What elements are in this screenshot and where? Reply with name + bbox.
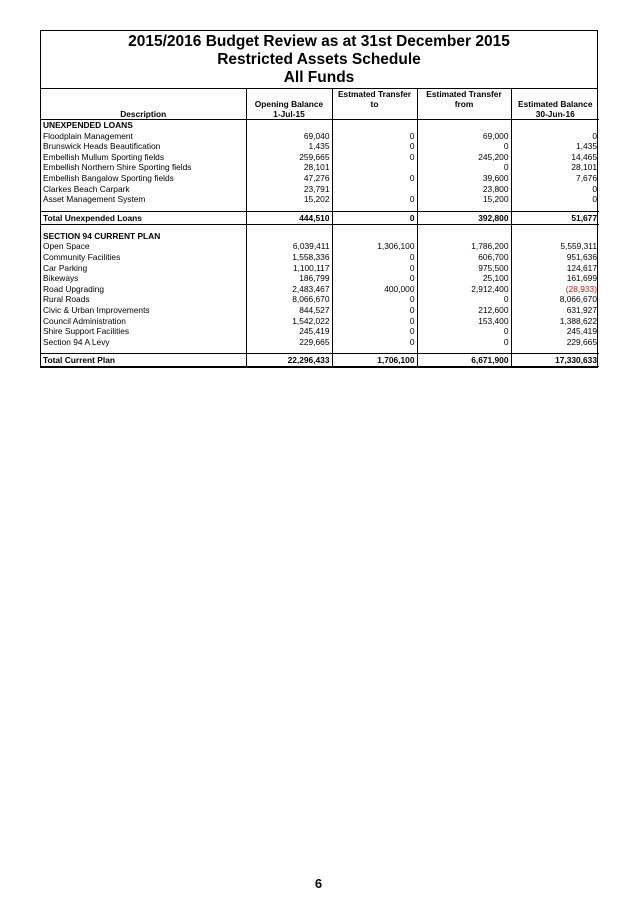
row-transfer-to: 1,306,100 bbox=[332, 241, 417, 252]
row-transfer-from: 153,400 bbox=[417, 316, 511, 327]
row-estimated-balance: 0 bbox=[511, 194, 599, 205]
row-estimated-balance: 51,677 bbox=[511, 211, 599, 224]
header-row-1 bbox=[41, 89, 599, 99]
row-estimated-balance: 7,676 bbox=[511, 173, 599, 184]
row-transfer-to: 0 bbox=[332, 194, 417, 205]
row-estimated-balance: 0 bbox=[511, 131, 599, 142]
row-description: Council Administration bbox=[43, 315, 126, 326]
table-row bbox=[41, 337, 599, 348]
table-row bbox=[41, 194, 599, 205]
row-transfer-to bbox=[332, 184, 417, 195]
table-row bbox=[41, 273, 599, 284]
row-transfer-from: 69,000 bbox=[417, 131, 511, 142]
header-row-2 bbox=[41, 99, 599, 109]
row-description: Section 94 A Levy bbox=[43, 336, 110, 347]
row-opening-balance: 229,665 bbox=[246, 337, 332, 348]
row-opening-balance: 1,558,336 bbox=[246, 252, 332, 263]
header-transfer-to-2: to bbox=[332, 99, 417, 109]
row-transfer-to: 0 bbox=[332, 305, 417, 316]
table-row bbox=[41, 184, 599, 195]
row-opening-balance: 28,101 bbox=[246, 162, 332, 173]
row-transfer-to: 0 bbox=[332, 316, 417, 327]
row-transfer-to: 0 bbox=[332, 173, 417, 184]
row-opening-balance: 23,791 bbox=[246, 184, 332, 195]
row-transfer-from: 212,600 bbox=[417, 305, 511, 316]
table-row bbox=[41, 141, 599, 152]
header-balance-date: 30-Jun-16 bbox=[511, 109, 599, 120]
row-opening-balance: 22,296,433 bbox=[246, 354, 332, 367]
row-transfer-to: 0 bbox=[332, 294, 417, 305]
row-estimated-balance: 8,066,670 bbox=[511, 294, 599, 305]
row-description: Asset Management System bbox=[43, 194, 146, 205]
row-opening-balance: 259,665 bbox=[246, 152, 332, 163]
row-estimated-balance: 5,559,311 bbox=[511, 241, 599, 252]
table-row bbox=[41, 131, 599, 142]
table-row bbox=[41, 284, 599, 295]
row-transfer-to: 0 bbox=[332, 252, 417, 263]
schedule-table bbox=[41, 89, 599, 367]
section-heading: SECTION 94 CURRENT PLAN bbox=[43, 230, 161, 241]
row-opening-balance: 1,100,117 bbox=[246, 263, 332, 274]
section-heading: UNEXPENDED LOANS bbox=[43, 120, 133, 130]
table-row bbox=[41, 173, 599, 184]
row-transfer-from: 15,200 bbox=[417, 194, 511, 205]
table-row bbox=[41, 326, 599, 337]
row-description: Brunswick Heads Beautification bbox=[43, 141, 161, 152]
row-description: Open Space bbox=[43, 241, 90, 252]
row-description: Car Parking bbox=[43, 262, 88, 273]
row-description: Total Unexpended Loans bbox=[41, 211, 246, 224]
row-transfer-from: 0 bbox=[417, 162, 511, 173]
row-transfer-to: 400,000 bbox=[332, 284, 417, 295]
row-transfer-from: 392,800 bbox=[417, 211, 511, 224]
row-transfer-to bbox=[332, 162, 417, 173]
row-opening-balance: 844,527 bbox=[246, 305, 332, 316]
row-transfer-to: 0 bbox=[332, 141, 417, 152]
row-estimated-balance: 229,665 bbox=[511, 337, 599, 348]
row-opening-balance: 15,202 bbox=[246, 194, 332, 205]
header-transfer-from: Estimated Transfer bbox=[417, 89, 511, 99]
row-transfer-to: 0 bbox=[332, 337, 417, 348]
row-estimated-balance: 161,699 bbox=[511, 273, 599, 284]
report-title bbox=[41, 31, 597, 89]
row-transfer-from: 606,700 bbox=[417, 252, 511, 263]
row-transfer-to: 0 bbox=[332, 211, 417, 224]
title-line-3: All Funds bbox=[283, 69, 355, 86]
row-estimated-balance: 28,101 bbox=[511, 162, 599, 173]
table-row bbox=[41, 252, 599, 263]
row-transfer-to: 0 bbox=[332, 263, 417, 274]
row-description: Embellish Mullum Sporting fields bbox=[43, 151, 165, 162]
row-opening-balance: 6,039,411 bbox=[246, 241, 332, 252]
row-description: Floodplain Management bbox=[43, 130, 133, 141]
row-transfer-to: 0 bbox=[332, 152, 417, 163]
header-opening: Opening Balance bbox=[246, 99, 332, 109]
row-description: Civic & Urban Improvements bbox=[43, 304, 150, 315]
row-description: Embellish Northern Shire Sporting fields bbox=[43, 162, 192, 173]
row-transfer-from: 6,671,900 bbox=[417, 354, 511, 367]
row-transfer-from: 23,800 bbox=[417, 184, 511, 195]
total-row bbox=[41, 354, 599, 367]
row-transfer-to: 0 bbox=[332, 131, 417, 142]
row-description: Total Current Plan bbox=[41, 354, 246, 367]
row-opening-balance: 444,510 bbox=[246, 211, 332, 224]
section-heading-row bbox=[41, 120, 599, 131]
table-row bbox=[41, 294, 599, 305]
row-estimated-balance: 17,330,633 bbox=[511, 354, 599, 367]
row-description: Community Facilities bbox=[43, 251, 121, 262]
row-estimated-balance: 245,419 bbox=[511, 326, 599, 337]
row-estimated-balance: (28,933) bbox=[511, 284, 599, 295]
row-transfer-to: 0 bbox=[332, 273, 417, 284]
row-estimated-balance: 631,927 bbox=[511, 305, 599, 316]
table-row bbox=[41, 241, 599, 252]
table-row bbox=[41, 316, 599, 327]
row-description: Road Upgrading bbox=[43, 283, 104, 294]
row-transfer-from: 245,200 bbox=[417, 152, 511, 163]
row-opening-balance: 8,066,670 bbox=[246, 294, 332, 305]
row-estimated-balance: 124,617 bbox=[511, 263, 599, 274]
row-transfer-from: 0 bbox=[417, 326, 511, 337]
total-row bbox=[41, 211, 599, 224]
row-opening-balance: 186,799 bbox=[246, 273, 332, 284]
header-transfer-to: Estmated Transfer bbox=[332, 89, 417, 99]
row-description: Shire Support Facilities bbox=[43, 326, 130, 337]
row-transfer-to: 0 bbox=[332, 326, 417, 337]
restricted-assets-schedule bbox=[40, 30, 598, 368]
row-estimated-balance: 1,388,622 bbox=[511, 316, 599, 327]
row-estimated-balance: 0 bbox=[511, 184, 599, 195]
row-opening-balance: 69,040 bbox=[246, 131, 332, 142]
row-description: Clarkes Beach Carpark bbox=[43, 183, 130, 194]
row-estimated-balance: 1,435 bbox=[511, 141, 599, 152]
row-estimated-balance: 951,636 bbox=[511, 252, 599, 263]
row-transfer-from: 1,786,200 bbox=[417, 241, 511, 252]
row-transfer-from: 0 bbox=[417, 337, 511, 348]
page-number: 6 bbox=[314, 876, 323, 891]
row-description: Bikeways bbox=[43, 273, 79, 284]
row-transfer-from: 25,100 bbox=[417, 273, 511, 284]
row-transfer-from: 975,500 bbox=[417, 263, 511, 274]
row-transfer-to: 1,706,100 bbox=[332, 354, 417, 367]
row-transfer-from: 0 bbox=[417, 141, 511, 152]
section-heading-row bbox=[41, 231, 599, 242]
row-estimated-balance: 14,465 bbox=[511, 152, 599, 163]
table-row bbox=[41, 305, 599, 316]
row-description: Embellish Bangalow Sporting fields bbox=[43, 172, 174, 183]
row-description: Rural Roads bbox=[43, 294, 90, 305]
row-transfer-from: 2,912,400 bbox=[417, 284, 511, 295]
header-opening-date: 1-Jul-15 bbox=[246, 109, 332, 120]
row-transfer-from: 39,600 bbox=[417, 173, 511, 184]
table-row bbox=[41, 152, 599, 163]
table-row bbox=[41, 263, 599, 274]
header-balance: Estimated Balance bbox=[511, 99, 599, 109]
row-opening-balance: 1,435 bbox=[246, 141, 332, 152]
header-row-3 bbox=[41, 109, 599, 120]
header-description: Description bbox=[41, 109, 246, 120]
row-opening-balance: 2,483,467 bbox=[246, 284, 332, 295]
row-opening-balance: 47,276 bbox=[246, 173, 332, 184]
row-opening-balance: 245,419 bbox=[246, 326, 332, 337]
title-line-2: Restricted Assets Schedule bbox=[217, 51, 421, 68]
title-line-1: 2015/2016 Budget Review as at 31st December 2015 bbox=[128, 33, 510, 50]
table-row bbox=[41, 162, 599, 173]
row-transfer-from: 0 bbox=[417, 294, 511, 305]
row-opening-balance: 1,542,022 bbox=[246, 316, 332, 327]
header-transfer-from-2: from bbox=[417, 99, 511, 109]
